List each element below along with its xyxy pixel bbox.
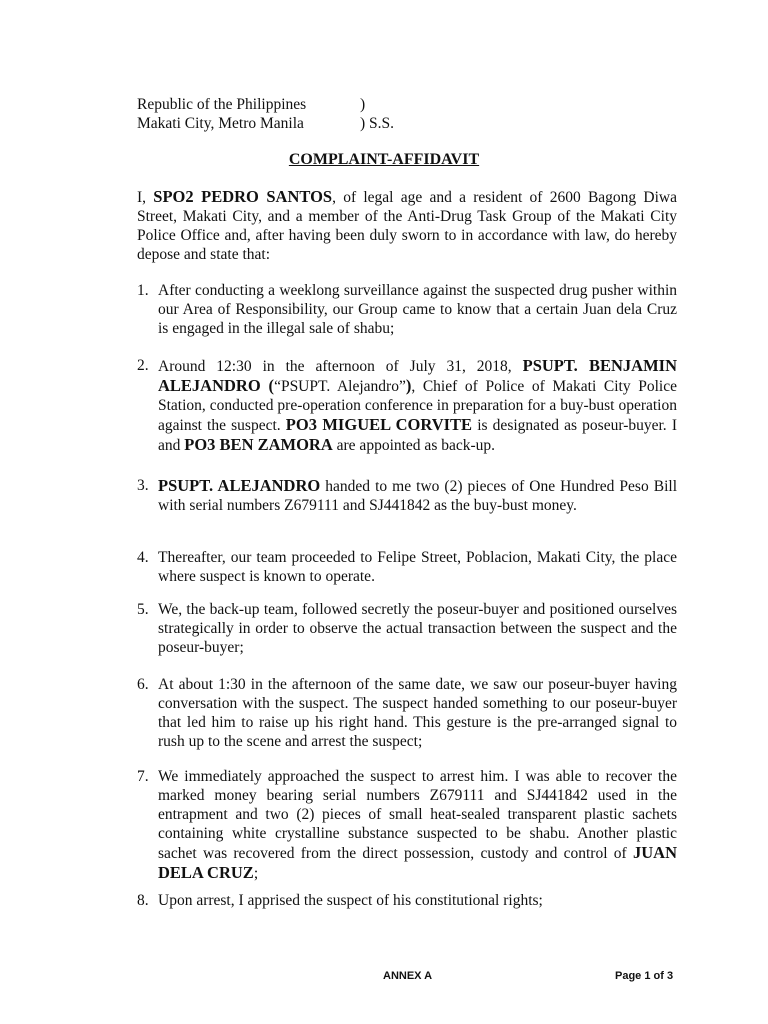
item-text-part: Upon arrest, I apprised the suspect of his constitutional rights;: [158, 892, 543, 909]
venue-ss: ) S.S.: [360, 115, 395, 132]
document-title: COMPLAINT-AFFIDAVIT: [288, 151, 480, 168]
intro-rest: , of legal age and a resident of 2600 Bagong Diwa Street, Makati City, and a member of the Anti-Drug Task Group of the Makati City Police Office and, after having been duly sworn to in accordance with law, do hereby depose and state that:: [137, 189, 677, 263]
item-text-part: Around 12:30 in the afternoon of July 31, 2018,: [158, 358, 523, 375]
item-text-part: are appointed as back-up.: [332, 437, 496, 454]
item-text: [158, 281, 677, 338]
intro-prefix: I,: [137, 189, 154, 206]
item-number: 1.: [137, 282, 149, 299]
item-text-part: handed to me two (2) pieces of One Hundred Peso Bill with serial numbers Z679111 and SJ441842 as the buy-bust money.: [158, 478, 678, 514]
venue-city: Makati City, Metro Manila: [137, 115, 304, 132]
item-bold-name: PSUPT. BENJAMIN ALEJANDRO (: [158, 356, 677, 395]
venue-country: Republic of the Philippines: [137, 96, 307, 113]
item-number: 5.: [137, 601, 149, 618]
item-bold-name: PO3 BEN ZAMORA: [184, 435, 333, 454]
item-text: [158, 891, 677, 910]
item-bold-name: PSUPT. ALEJANDRO: [158, 476, 321, 495]
list-item: [137, 476, 677, 515]
list-item: [137, 675, 677, 751]
footer-annex: ANNEX A: [383, 970, 433, 982]
venue-line-1: [137, 95, 394, 114]
venue-block: [137, 95, 394, 133]
list-item: [137, 891, 677, 910]
item-text-part: Thereafter, our team proceeded to Felipe Street, Poblacion, Makati City, the place where suspect is known to operate.: [158, 549, 677, 585]
item-text: [158, 548, 677, 586]
item-number: 4.: [137, 549, 149, 566]
item-text-part: We, the back-up team, followed secretly the poseur-buyer and positioned ourselves strategically in order to observe the actual transaction between the suspect and the poseur-buyer;: [158, 601, 677, 656]
item-text-part: ;: [253, 865, 259, 882]
venue-bracket: ): [360, 96, 366, 113]
item-text-part: After conducting a weeklong surveillance against the suspected drug pusher within our Area of Responsibility, our Group came to know that a certain Juan dela Cruz is engaged in the illegal sale of shabu;: [158, 282, 677, 337]
item-text: [158, 356, 677, 455]
item-bold-part: ): [405, 376, 412, 395]
item-number: 6.: [137, 676, 149, 693]
list-item: [137, 600, 677, 657]
item-number: 7.: [137, 768, 149, 785]
list-item: [137, 548, 677, 586]
item-text-part: is designated as poseur-buyer. I and: [158, 417, 677, 454]
list-item: [137, 356, 677, 455]
item-text-part: “PSUPT. Alejandro”: [274, 378, 406, 395]
item-bold-name: JUAN DELA CRUZ: [158, 843, 677, 882]
footer-page-number: Page 1 of 3: [615, 970, 674, 982]
item-text: [158, 767, 677, 883]
intro-paragraph: [137, 187, 677, 264]
item-text: [158, 476, 677, 515]
item-text-part: We immediately approached the suspect to arrest him. I was able to recover the marked money bearing serial numbers Z679111 and SJ441842 used in the entrapment and two (2) pieces of small heat-sealed transparent plastic sachets containing white crystalline substance suspected to be shabu. Another plastic sachet was recovered from the direct possession, custody and control of: [158, 768, 677, 862]
item-number: 8.: [137, 892, 149, 909]
list-item: [137, 767, 677, 883]
affiant-name: SPO2 PEDRO SANTOS: [153, 187, 333, 206]
item-text: [158, 675, 677, 751]
item-bold-name: PO3 MIGUEL CORVITE: [285, 415, 473, 434]
item-text-part: At about 1:30 in the afternoon of the same date, we saw our poseur-buyer having conversation with the suspect. The suspect handed something to our poseur-buyer that led him to raise up his right hand. This gesture is the pre-arranged signal to rush up to the scene and arrest the suspect;: [158, 676, 677, 750]
list-item: [137, 281, 677, 338]
item-text-part: , Chief of Police of Makati City Police Station, conducted pre-operation conference in preparation for a buy-bust operation against the suspect.: [158, 378, 677, 434]
item-text: [158, 600, 677, 657]
item-number: 3.: [137, 477, 149, 494]
item-number: 2.: [137, 357, 149, 374]
venue-line-2: [137, 114, 394, 133]
